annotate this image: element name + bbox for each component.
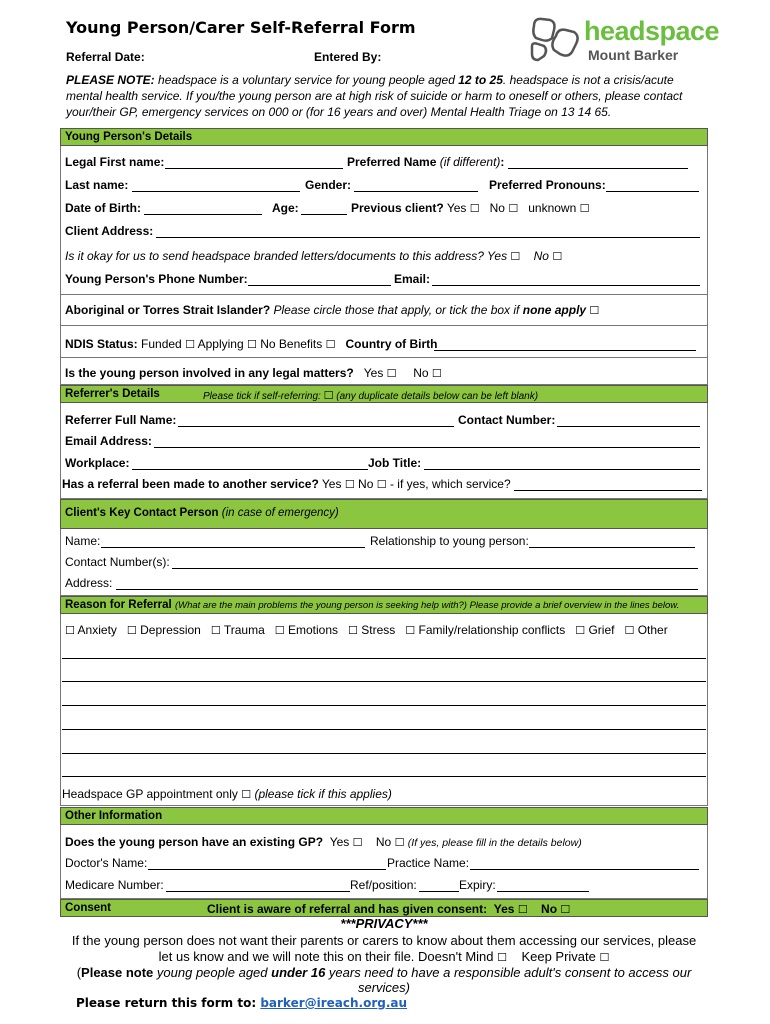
trauma-label: Trauma [223,623,265,637]
legal-yes-checkbox[interactable]: ☐ [386,367,397,380]
ndis-row [65,337,438,351]
reason-line-6[interactable] [62,776,706,777]
first-name-field[interactable] [165,168,343,169]
other-service-no-label: No [358,477,374,491]
expiry-label: Expiry: [459,878,496,892]
other-service-yes-checkbox[interactable]: ☐ [344,478,355,491]
referrer-contact-label: Contact Number: [458,413,556,427]
self-referring-hint [203,389,538,402]
referrer-contact-field[interactable] [557,426,700,427]
gp-only-hint: (please tick if this applies) [254,787,392,801]
letters-no-label: No [533,249,549,263]
email-field[interactable] [432,285,700,286]
anxiety-label: Anxiety [77,623,117,637]
atsi-row [65,303,599,317]
consent-no-label: No [541,902,558,916]
privacy-line-1: If the young person does not want their parents or carers to know about them accessing our services, please [71,933,697,948]
existing-gp-hint: (If yes, please fill in the details below) [407,837,582,849]
depression-checkbox[interactable]: ☐ [126,624,137,637]
reason-line-2[interactable] [62,681,706,682]
legal-row [65,366,442,380]
referrer-name-field[interactable] [178,426,454,427]
email-label: Email: [394,272,431,286]
age-label: Age: [272,201,299,215]
legal-no-label: No [413,366,429,380]
doctor-name-label: Doctor's Name: [65,856,148,870]
which-service-field[interactable] [514,490,702,491]
existing-gp-question: Does the young person have an existing GP? [65,835,324,849]
section-young-person [60,128,708,146]
anxiety-checkbox[interactable]: ☐ [65,624,75,637]
medicare-field[interactable] [166,891,350,892]
pronouns-label: Preferred Pronouns: [489,178,606,192]
gender-field[interactable] [354,191,478,192]
previous-yes-checkbox[interactable]: ☐ [469,202,480,215]
ndis-applying-checkbox[interactable]: ☐ [247,338,257,351]
kcp-numbers-field[interactable] [172,568,698,569]
section-other-info [60,807,708,825]
consent-yes-checkbox[interactable]: ☐ [517,903,528,916]
relationship-field[interactable] [529,547,695,548]
privacy-line-2 [60,949,708,964]
previous-no-label: No [489,201,505,215]
doesnt-mind-label: let us know and we will note this on their file. Doesn't Mind [158,949,498,964]
dob-field[interactable] [144,214,262,215]
section-consent-title: Consent [65,902,111,914]
referrer-email-label: Email Address: [65,434,152,448]
job-title-field[interactable] [424,469,700,470]
consent-yes-label: Yes [493,902,515,916]
reason-line-5[interactable] [62,753,706,754]
section-reason [60,596,708,614]
note-text-1: headspace is a voluntary service for young people aged [154,73,459,87]
ndis-no-benefits-checkbox[interactable]: ☐ [325,338,336,351]
gp-only-checkbox[interactable]: ☐ [241,788,252,801]
relationship-label: Relationship to young person: [370,534,529,548]
existing-gp-row [65,835,582,849]
keep-private-checkbox[interactable]: ☐ [599,951,610,964]
logo-location: Mount Barker [588,47,679,63]
ref-position-field[interactable] [419,891,459,892]
existing-gp-no-label: No [375,835,392,849]
other-label: Other [637,623,668,637]
emotions-label: Emotions [288,623,339,637]
privacy-title: ***PRIVACY*** [340,916,428,931]
under-16-text: under 16 [271,965,326,980]
legal-question: Is the young person involved in any legal matters? [65,366,354,380]
self-referring-hint-text: Please tick if self-referring: [203,391,324,402]
entered-by-label: Entered By: [314,50,382,64]
privacy-text-young-people: young people aged [153,965,272,980]
other-service-row [62,477,511,491]
existing-gp-yes-checkbox[interactable]: ☐ [352,836,363,849]
note-text-2: . headspace is not a crisis/acute mental health service. If you/the young person are at high risk of suicide or harm to oneself or others, please contact your/their GP, emergency services on 000 or (for 16 years and over) Mental Health Triage on 13 14 65. [66,73,683,119]
referrer-name-label: Referrer Full Name: [65,413,177,427]
existing-gp-no-checkbox[interactable]: ☐ [394,836,405,849]
preferred-name-hint: (if different) [439,155,501,169]
last-name-field[interactable] [132,191,300,192]
consent-question: Client is aware of referral and has given consent: [207,902,488,916]
none-apply-checkbox[interactable]: ☐ [589,304,600,317]
workplace-field[interactable] [132,469,368,470]
country-of-birth-field[interactable] [434,350,696,351]
previous-client-row [351,201,589,215]
pronouns-field[interactable] [606,191,699,192]
ndis-funded-checkbox[interactable]: ☐ [185,338,195,351]
privacy-line-3 [60,965,708,980]
section-other-info-title: Other Information [65,810,163,822]
section-reason-title: Reason for Referral [65,599,172,611]
self-referring-checkbox[interactable]: ☐ [323,389,334,402]
please-note-text: Please note [81,965,154,980]
country-of-birth-label: Country of Birth [345,337,438,351]
return-email-link[interactable]: barker@ireach.org.au [260,996,408,1010]
preferred-name-text: Preferred Name [347,155,437,169]
kcp-address-label: Address: [65,576,113,590]
practice-name-label: Practice Name: [387,856,470,870]
grief-label: Grief [588,623,615,637]
atsi-hint: Please circle those that apply, or tick the box if [270,303,523,317]
ndis-funded-label: Funded [141,337,182,351]
expiry-field[interactable] [497,891,589,892]
ndis-applying-label: Applying [197,337,244,351]
doesnt-mind-checkbox[interactable]: ☐ [497,951,507,964]
ref-position-label: Ref/position: [350,878,417,892]
previous-client-label: Previous client? [351,201,444,215]
letters-question: Is it okay for us to send headspace branded letters/documents to this address? [65,249,484,263]
letters-yes-label: Yes [487,249,508,263]
phone-label: Young Person's Phone Number: [65,272,248,286]
practice-name-field[interactable] [470,869,699,870]
form-title: Young Person/Carer Self-Referral Form [66,18,416,37]
gp-only-row [62,787,392,801]
legal-no-checkbox[interactable]: ☐ [431,367,442,380]
doctor-name-field[interactable] [148,869,386,870]
gender-label: Gender: [305,178,352,192]
kcp-name-label: Name: [65,534,101,548]
consent-no-checkbox[interactable]: ☐ [560,903,571,916]
referrer-email-field[interactable] [154,447,700,448]
client-address-label: Client Address: [65,224,154,238]
last-name-label: Last name: [65,178,129,192]
previous-unknown-label: unknown [528,201,577,215]
footer-return [76,996,407,1010]
preferred-name-colon: : [500,155,505,169]
atsi-label: Aboriginal or Torres Strait Islander? [65,303,271,317]
ndis-no-benefits-label: No Benefits [260,337,323,351]
preferred-name-label [347,155,504,169]
age-field[interactable] [301,214,347,215]
phone-field[interactable] [248,285,391,286]
note-paragraph [66,72,706,120]
note-lead: PLEASE NOTE: [66,73,155,87]
letters-no-checkbox[interactable]: ☐ [552,250,563,263]
referral-date-label: Referral Date: [66,50,145,64]
trauma-checkbox[interactable]: ☐ [210,624,221,637]
privacy-line-4: services) [357,980,410,995]
consent-row [207,902,570,916]
section-key-contact [60,499,708,529]
previous-unknown-checkbox[interactable]: ☐ [579,202,590,215]
reason-line-4[interactable] [62,729,706,730]
legal-yes-label: Yes [363,366,384,380]
reason-line-1[interactable] [62,658,706,659]
headspace-mark-icon [528,16,584,64]
section-consent [60,899,708,917]
other-service-no-checkbox[interactable]: ☐ [376,478,387,491]
grief-checkbox[interactable]: ☐ [575,624,586,637]
stress-checkbox[interactable]: ☐ [348,624,358,637]
dob-label: Date of Birth: [65,201,141,215]
none-apply-text: none apply [522,303,587,317]
kcp-numbers-label: Contact Number(s): [65,555,170,569]
section-young-person-title: Young Person's Details [65,131,193,143]
note-age-range: 12 to 25 [458,73,503,87]
preferred-name-field[interactable] [508,168,688,169]
reason-block [60,614,708,806]
letters-yes-checkbox[interactable]: ☐ [510,250,521,263]
family-conflicts-label: Family/relationship conflicts [418,623,566,637]
logo-wordmark: headspace [584,16,720,46]
letters-row [65,249,562,263]
workplace-label: Workplace: [65,456,130,470]
other-service-yes-label: Yes [321,477,342,491]
job-title-label: Job Title: [368,456,422,470]
reason-line-3[interactable] [62,705,706,706]
privacy-text-consent: years need to have a responsible adult's consent to access our [325,965,692,980]
reason-options [65,623,668,637]
medicare-label: Medicare Number: [65,878,164,892]
duplicate-details-hint: (any duplicate details below can be left blank) [333,391,539,402]
other-checkbox[interactable]: ☐ [624,624,635,637]
privacy-paren-open: ( [76,965,82,980]
footer-text: Please return this form to: [76,996,261,1010]
section-referrer [60,385,708,403]
other-service-question: Has a referral been made to another service? [62,477,319,491]
previous-yes-label: Yes [446,201,467,215]
existing-gp-yes-label: Yes [329,835,350,849]
kcp-address-field[interactable] [116,589,698,590]
which-service-label: - if yes, which service? [386,477,511,491]
client-address-field[interactable] [156,237,700,238]
depression-label: Depression [140,623,201,637]
key-contact-hint: (in case of emergency) [221,507,339,519]
section-referrer-title: Referrer's Details [65,388,160,400]
family-conflicts-checkbox[interactable]: ☐ [405,624,416,637]
kcp-name-field[interactable] [101,547,365,548]
first-name-label: Legal First name: [65,155,165,169]
reason-hint: (What are the main problems the young person is seeking help with?) Please provide a brief overview in the lines below. [174,600,680,611]
keep-private-label: Keep Private [521,949,600,964]
emotions-checkbox[interactable]: ☐ [274,624,285,637]
section-key-contact-title: Client's Key Contact Person [65,507,219,519]
previous-no-checkbox[interactable]: ☐ [508,202,519,215]
stress-label: Stress [361,623,396,637]
headspace-logo [528,16,718,66]
gp-only-label: Headspace GP appointment only [62,787,238,801]
ndis-label: NDIS Status: [65,337,138,351]
